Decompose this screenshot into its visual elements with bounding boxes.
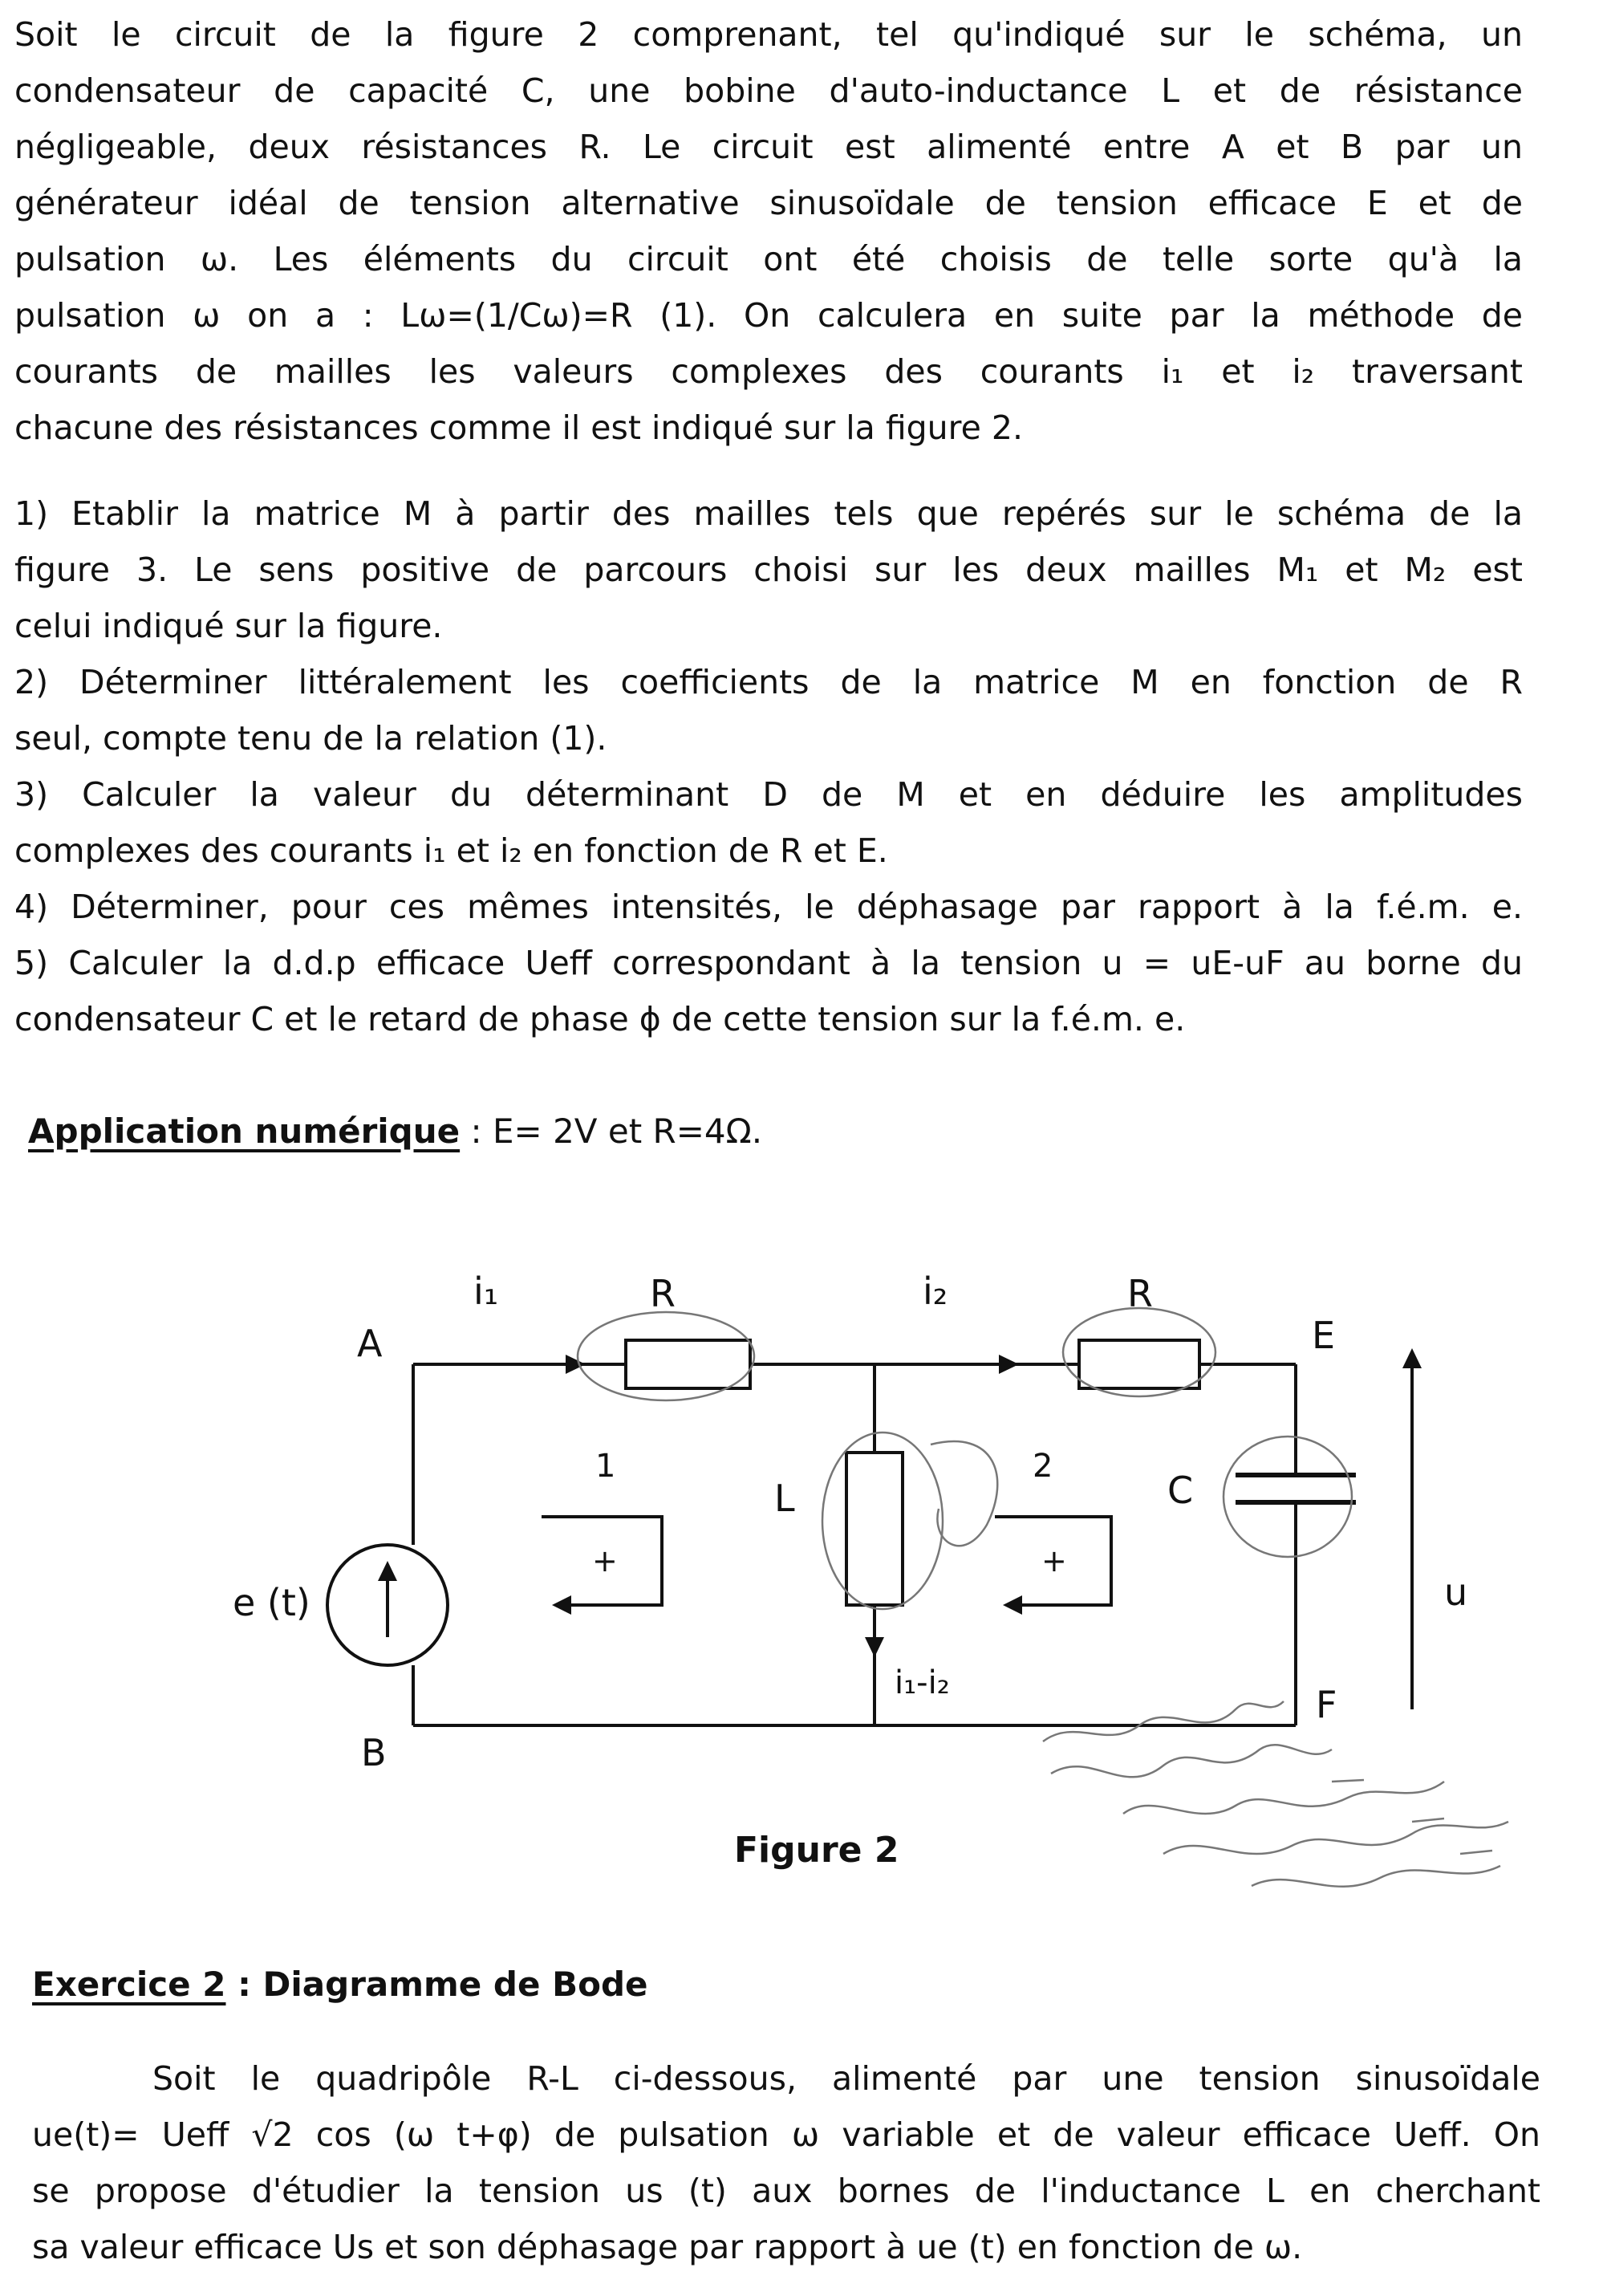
resistor-r1 (626, 1340, 750, 1388)
label-i1: i₁ (473, 1270, 499, 1313)
application-values: : E= 2V et R=4Ω. (470, 1111, 763, 1151)
label-i2: i₂ (923, 1270, 948, 1313)
label-a: A (357, 1322, 383, 1365)
intro-line: pulsation ω on a : Lω=(1/Cω)=R (1). On calculera en suite par la méthode de (14, 296, 1523, 335)
label-e: E (1312, 1314, 1336, 1357)
question-line: condensateur C et le retard de phase ϕ de cette tension sur la f.é.m. e. (14, 1000, 1186, 1038)
inductor-l (846, 1453, 903, 1605)
intro-line: condensateur de capacité C, une bobine d'auto-inductance L et de résistance (14, 71, 1523, 110)
label-mesh2: 2 (1033, 1448, 1053, 1485)
label-u: u (1444, 1571, 1468, 1614)
question-line: complexes des courants i₁ et i₂ en fonction de R et E. (14, 831, 888, 870)
question-line: celui indiqué sur la figure. (14, 607, 443, 645)
resistor-r2 (1079, 1340, 1199, 1388)
label-r2: R (1127, 1272, 1153, 1315)
intro-line: négligeable, deux résistances R. Le circuit est alimenté entre A et B par un (14, 128, 1523, 166)
question-line: 2) Déterminer littéralement les coefficients de la matrice M en fonction de R (14, 663, 1523, 701)
handwritten-pencil-notes (1043, 1701, 1508, 1887)
label-i1-i2: i₁-i₂ (895, 1664, 950, 1701)
application-heading (28, 1111, 762, 1151)
question-line: figure 3. Le sens positive de parcours choisi sur les deux mailles M₁ et M₂ est (14, 551, 1523, 589)
label-plus1: + (592, 1543, 618, 1579)
label-f: F (1316, 1683, 1337, 1726)
u-arrow-head (1402, 1348, 1422, 1368)
intro-line: Soit le circuit de la figure 2 comprenant, tel qu'indiqué sur le schéma, un (14, 15, 1523, 54)
label-c: C (1167, 1469, 1194, 1512)
label-plus2: + (1041, 1543, 1067, 1579)
label-mesh1: 1 (595, 1448, 616, 1485)
exercise2-title: : Diagramme de Bode (237, 1965, 648, 2004)
intro-line: chacune des résistances comme il est indiqué sur la figure 2. (14, 408, 1023, 447)
pencil-mark (1224, 1437, 1352, 1557)
exercise2-line: se propose d'étudier la tension us (t) aux bornes de l'inductance L en cherchant (32, 2172, 1540, 2210)
mesh2-arrow (1003, 1595, 1022, 1615)
label-source: e (t) (233, 1581, 310, 1624)
question-line: 5) Calculer la d.d.p efficace Ueff correspondant à la tension u = uE-uF au borne du (14, 944, 1523, 982)
question-line: 3) Calculer la valeur du déterminant D de M et en déduire les amplitudes (14, 775, 1523, 814)
intro-line: pulsation ω. Les éléments du circuit ont été choisis de telle sorte qu'à la (14, 240, 1523, 278)
question-line: 4) Déterminer, pour ces mêmes intensités, le déphasage par rapport à la f.é.m. e. (14, 888, 1523, 926)
exercise2-line: ue(t)= Ueff √2 cos (ω t+φ) de pulsation ω variable et de valeur efficace Ueff. On (32, 2115, 1540, 2154)
question-line: 1) Etablir la matrice M à partir des mailles tels que repérés sur le schéma de la (14, 494, 1523, 533)
intro-line: générateur idéal de tension alternative sinusoïdale de tension efficace E et de (14, 184, 1523, 222)
question-line: seul, compte tenu de la relation (1). (14, 719, 607, 758)
label-r1: R (650, 1272, 676, 1315)
i1-i2-arrow (865, 1637, 884, 1657)
exercise2-line: sa valeur efficace Us et son déphasage par rapport à ue (t) en fonction de ω. (32, 2228, 1303, 2266)
exercise2-line: Soit le quadripôle R-L ci-dessous, alimenté par une tension sinusoïdale (152, 2059, 1540, 2098)
label-b: B (361, 1731, 387, 1774)
i2-arrow (999, 1355, 1019, 1374)
circuit-diagram (0, 1188, 1607, 1910)
exercise2-heading (32, 1965, 648, 2004)
exercise2-label: Exercice 2 (32, 1965, 226, 2004)
label-l: L (774, 1477, 795, 1520)
intro-paragraph (14, 6, 1523, 456)
exercise2-paragraph (32, 2050, 1540, 2275)
questions-list (14, 486, 1523, 1047)
application-label: Application numérique (28, 1111, 461, 1151)
mesh1-arrow (552, 1595, 571, 1615)
figure-caption: Figure 2 (734, 1830, 899, 1871)
intro-line: courants de mailles les valeurs complexes des courants i₁ et i₂ traversant (14, 352, 1523, 391)
